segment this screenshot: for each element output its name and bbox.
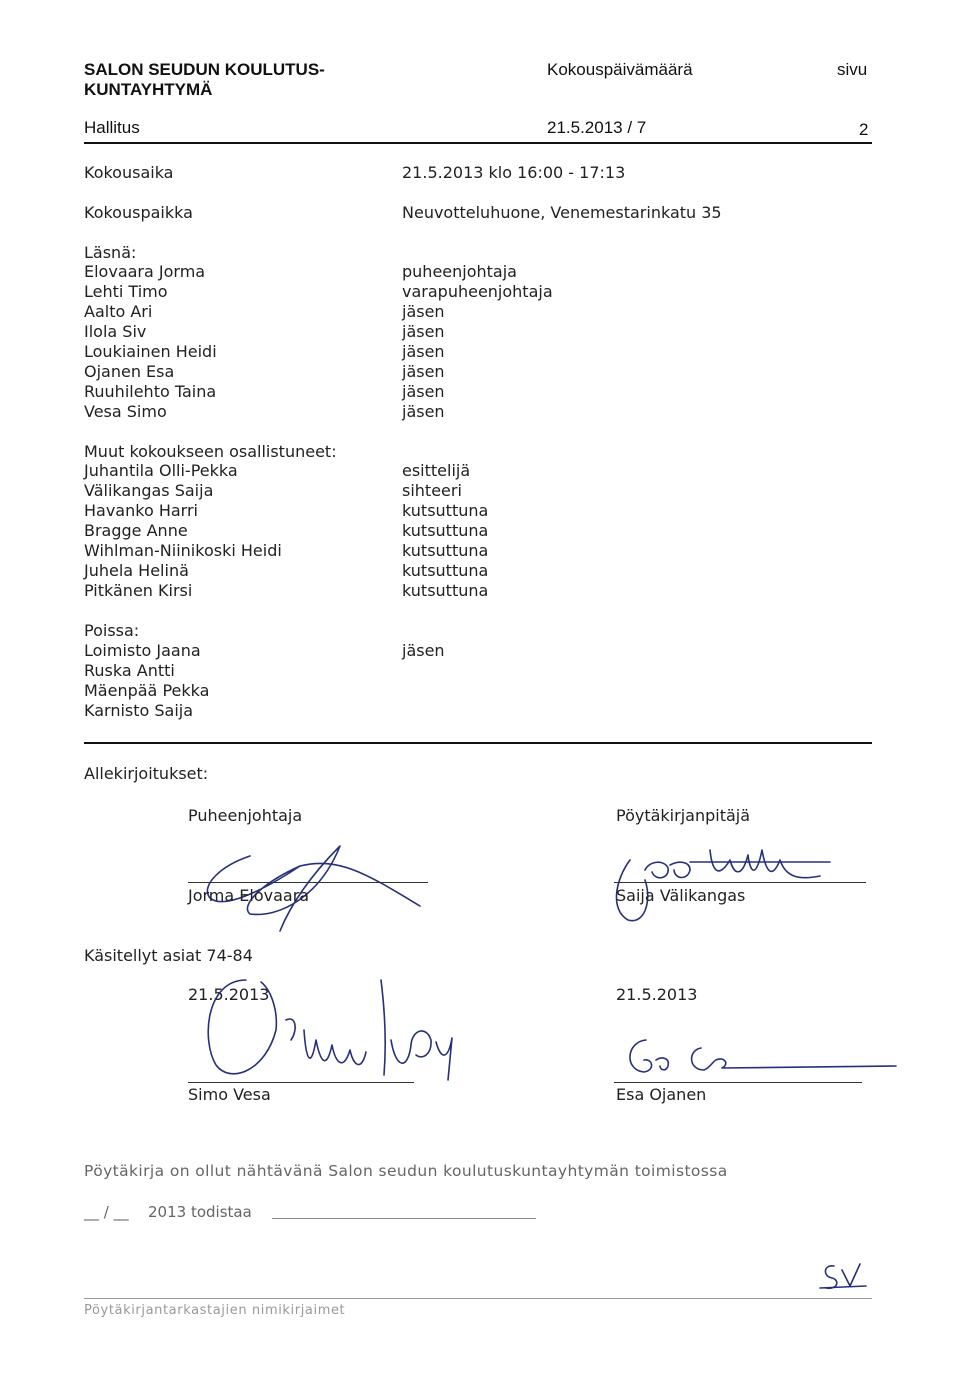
present-role: jäsen bbox=[402, 322, 445, 341]
present-roles bbox=[402, 262, 553, 422]
signatures-heading: Allekirjoitukset: bbox=[84, 764, 209, 783]
absent-name: Mäenpää Pekka bbox=[84, 681, 210, 700]
checker2-date: 21.5.2013 bbox=[616, 985, 698, 1004]
page-label: sivu bbox=[837, 60, 868, 79]
present-name: Loukiainen Heidi bbox=[84, 342, 217, 361]
absent-role: jäsen bbox=[402, 641, 445, 660]
initials-mark bbox=[818, 1258, 868, 1294]
others-heading: Muut kokoukseen osallistuneet: bbox=[84, 442, 337, 461]
other-name: Pitkänen Kirsi bbox=[84, 581, 193, 600]
other-role: kutsuttuna bbox=[402, 561, 489, 580]
header-divider bbox=[84, 142, 872, 144]
others-roles bbox=[402, 461, 488, 601]
display-notice: Pöytäkirja on ollut nähtävänä Salon seudun koulutuskuntayhtymän toimistossa bbox=[84, 1162, 728, 1180]
present-name: Lehti Timo bbox=[84, 282, 168, 301]
present-role: jäsen bbox=[402, 402, 445, 421]
others-names bbox=[84, 461, 282, 601]
present-role: jäsen bbox=[402, 302, 445, 321]
date-label: Kokouspäivämäärä bbox=[547, 60, 693, 79]
other-role: kutsuttuna bbox=[402, 541, 489, 560]
meeting-date-number: 21.5.2013 / 7 bbox=[547, 118, 647, 137]
governing-body: Hallitus bbox=[84, 118, 140, 137]
absent-heading: Poissa: bbox=[84, 621, 140, 640]
other-name: Bragge Anne bbox=[84, 521, 188, 540]
org-name-line1: SALON SEUDUN KOULUTUS- bbox=[84, 60, 325, 79]
checker2-signature-line bbox=[614, 1082, 862, 1083]
secretary-title: Pöytäkirjanpitäjä bbox=[616, 806, 751, 825]
present-name: Elovaara Jorma bbox=[84, 262, 206, 281]
chair-name: Jorma Elovaara bbox=[188, 886, 310, 905]
checker1-signature-line bbox=[188, 1082, 414, 1083]
present-names bbox=[84, 262, 217, 422]
initials-label: Pöytäkirjantarkastajien nimikirjaimet bbox=[84, 1303, 346, 1318]
items-handled: Käsitellyt asiat 74-84 bbox=[84, 946, 253, 965]
certify-date-blank: __ / __ bbox=[84, 1203, 129, 1221]
other-role: esittelijä bbox=[402, 461, 471, 480]
other-role: sihteeri bbox=[402, 481, 462, 500]
meeting-place-value: Neuvotteluhuone, Venemestarinkatu 35 bbox=[402, 203, 722, 222]
present-name: Aalto Ari bbox=[84, 302, 153, 321]
checker1-date: 21.5.2013 bbox=[188, 985, 270, 1004]
checker2-signature bbox=[606, 1030, 906, 1090]
other-name: Juhantila Olli-Pekka bbox=[84, 461, 238, 480]
present-heading: Läsnä: bbox=[84, 243, 137, 262]
present-name: Vesa Simo bbox=[84, 402, 167, 421]
other-name: Välikangas Saija bbox=[84, 481, 214, 500]
checker1-signature bbox=[186, 960, 486, 1090]
other-role: kutsuttuna bbox=[402, 521, 489, 540]
footer-divider bbox=[84, 1298, 872, 1299]
checker2-name: Esa Ojanen bbox=[616, 1085, 707, 1104]
meeting-time-label: Kokousaika bbox=[84, 163, 174, 182]
checker1-name: Simo Vesa bbox=[188, 1085, 271, 1104]
present-role: jäsen bbox=[402, 382, 445, 401]
chair-signature bbox=[190, 836, 450, 926]
present-role: jäsen bbox=[402, 342, 445, 361]
secretary-name: Saija Välikangas bbox=[616, 886, 746, 905]
absent-name: Loimisto Jaana bbox=[84, 641, 201, 660]
absent-names bbox=[84, 641, 209, 721]
other-name: Juhela Helinä bbox=[84, 561, 189, 580]
present-role: puheenjohtaja bbox=[402, 262, 517, 281]
certify-line bbox=[272, 1218, 536, 1219]
other-role: kutsuttuna bbox=[402, 501, 489, 520]
meeting-time-value: 21.5.2013 klo 16:00 - 17:13 bbox=[402, 163, 626, 182]
absent-name: Ruska Antti bbox=[84, 661, 175, 680]
present-name: Ruuhilehto Taina bbox=[84, 382, 217, 401]
secretary-signature bbox=[590, 820, 850, 930]
signatures-divider bbox=[84, 742, 872, 744]
org-name-line2: KUNTAYHTYMÄ bbox=[84, 80, 213, 99]
page-number: 2 bbox=[859, 120, 869, 139]
meeting-place-label: Kokouspaikka bbox=[84, 203, 193, 222]
other-name: Wihlman-Niinikoski Heidi bbox=[84, 541, 282, 560]
chair-title: Puheenjohtaja bbox=[188, 806, 303, 825]
certify-text: 2013 todistaa bbox=[148, 1203, 252, 1221]
present-role: varapuheenjohtaja bbox=[402, 282, 553, 301]
absent-name: Karnisto Saija bbox=[84, 701, 194, 720]
present-name: Ilola Siv bbox=[84, 322, 147, 341]
present-name: Ojanen Esa bbox=[84, 362, 175, 381]
present-role: jäsen bbox=[402, 362, 445, 381]
other-name: Havanko Harri bbox=[84, 501, 198, 520]
other-role: kutsuttuna bbox=[402, 581, 489, 600]
absent-roles bbox=[402, 641, 445, 661]
